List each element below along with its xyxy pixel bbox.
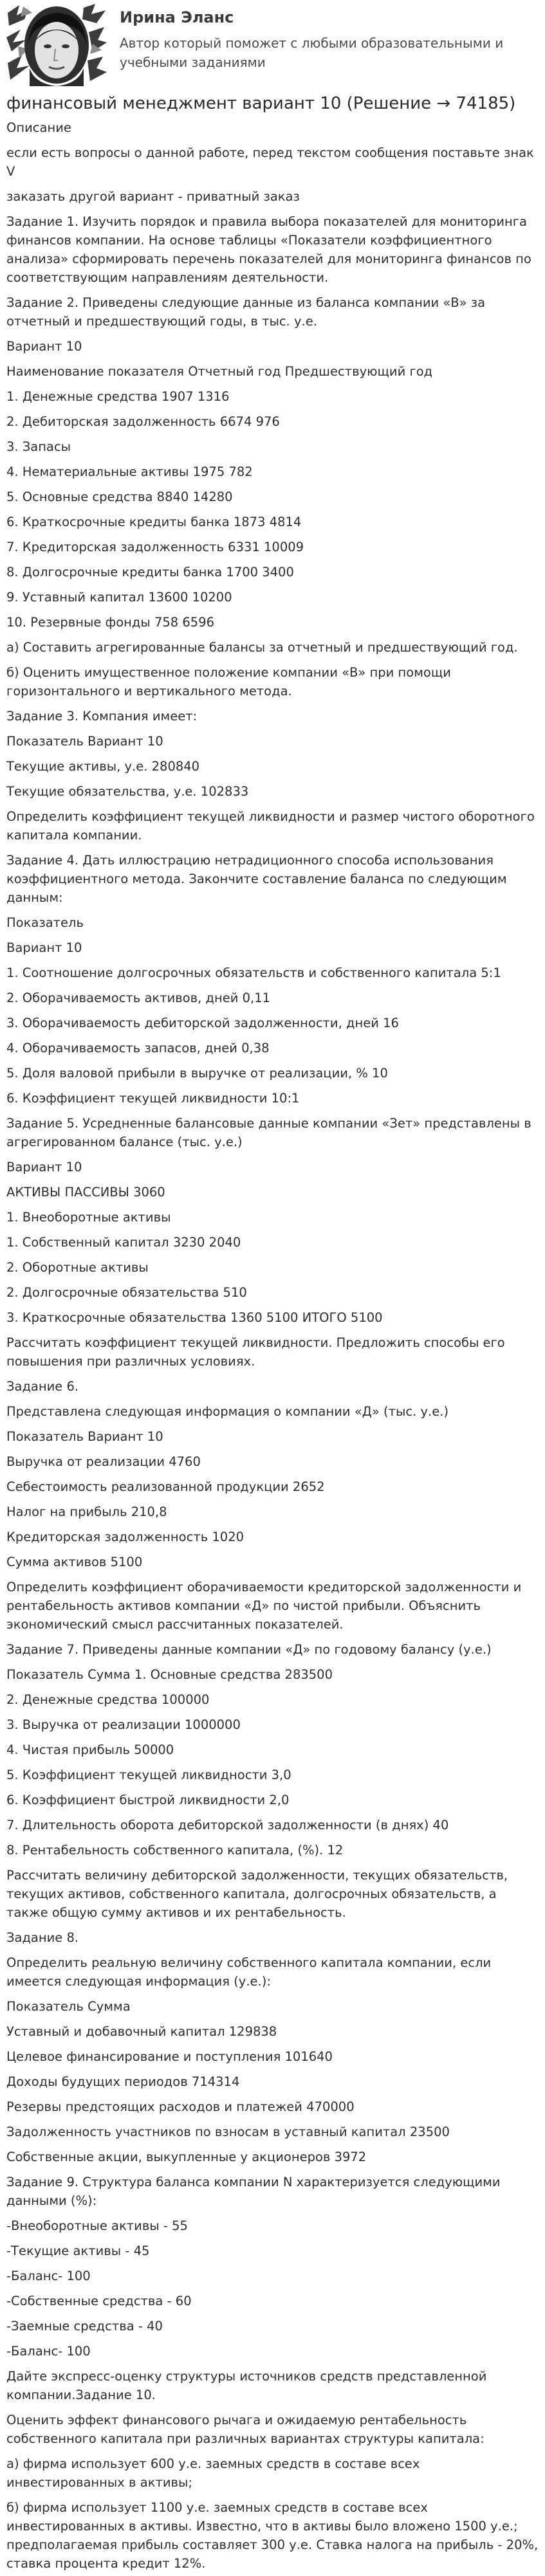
description-paragraph: Показатель Вариант 10 bbox=[6, 734, 163, 749]
description-paragraph: Определить коэффициент оборачиваемости кредиторской задолженности и рентабельность активов компании «Д» по чистой прибыли. Объяснить экономический смысл рассчитанных показателей. bbox=[6, 1580, 522, 1632]
description-paragraph: 10. Резервные фонды 758 6596 bbox=[6, 615, 215, 630]
description-paragraph: 6. Коэффициент текущей ликвидности 10:1 bbox=[6, 1091, 300, 1106]
description-paragraph: Сумма активов 5100 bbox=[6, 1555, 143, 1569]
description-paragraph: Показатель Сумма bbox=[6, 1999, 131, 2014]
description-paragraph: Задание 2. Приведены следующие данные из баланса компании «В» за отчетный и предшествующий годы, в тыс. у.е. bbox=[6, 295, 486, 329]
description-heading: Описание bbox=[6, 120, 71, 135]
description-paragraph: Представлена следующая информация о компании «Д» (тыс. у.е.) bbox=[6, 1404, 449, 1419]
description-paragraph: если есть вопросы о данной работе, перед текстом сообщения поставьте знак V bbox=[6, 145, 534, 179]
description-paragraph: Вариант 10 bbox=[6, 339, 82, 354]
description-paragraph: Текущие активы, у.е. 280840 bbox=[6, 759, 200, 774]
description-paragraph: Задание 6. bbox=[6, 1379, 79, 1394]
description-paragraph: 4. Оборачиваемость запасов, дней 0,38 bbox=[6, 1041, 270, 1055]
author-block bbox=[6, 0, 539, 87]
description-paragraph: 6. Коэффициент быстрой ликвидности 2,0 bbox=[6, 1793, 290, 1807]
description-paragraph: Дайте экспресс-оценку структуры источников средств представленной компании.Задание 10. bbox=[6, 2369, 487, 2402]
description-paragraph: -Текущие активы - 45 bbox=[6, 2243, 150, 2258]
description-paragraph: 2. Оборачиваемость активов, дней 0,11 bbox=[6, 991, 271, 1005]
description-paragraph: Задание 3. Компания имеет: bbox=[6, 709, 198, 724]
description-paragraph: 3. Оборачиваемость дебиторской задолженности, дней 16 bbox=[6, 1016, 399, 1030]
description-paragraph: 3. Краткосрочные обязательства 1360 5100 ИТОГО 5100 bbox=[6, 1310, 383, 1325]
description-paragraph: заказать другой вариант - приватный заказ bbox=[6, 189, 300, 204]
description-paragraph: -Внеоборотные активы - 55 bbox=[6, 2218, 188, 2233]
description-paragraph: -Баланс- 100 bbox=[6, 2344, 91, 2359]
description-paragraph: Задание 7. Приведены данные компании «Д» по годовому балансу (у.е.) bbox=[6, 1642, 492, 1657]
description-paragraph: Рассчитать величину дебиторской задолженности, текущих обязательств, текущих активов, собственного капитала, долгосрочных обязательств, а также общую сумму активов и их рентабельность. bbox=[6, 1868, 508, 1920]
avatar-portrait-icon bbox=[6, 4, 107, 86]
description-paragraph: Задание 5. Усредненные балансовые данные компании «Зет» представлены в агрегированном балансе (тыс. у.е.) bbox=[6, 1116, 531, 1149]
description-paragraph: Наименование показателя Отчетный год Предшествующий год bbox=[6, 364, 433, 379]
description-paragraph: Уставный и добавочный капитал 129838 bbox=[6, 2024, 277, 2039]
description-paragraph: 4. Нематериальные активы 1975 782 bbox=[6, 464, 253, 479]
description-paragraph: 7. Длительность оборота дебиторской задолженности (в днях) 40 bbox=[6, 1818, 449, 1832]
description-paragraph: а) фирма использует 600 у.е. заемных средств в составе всех инвестированных в активы; bbox=[6, 2456, 420, 2490]
description-paragraph: 7. Кредиторская задолженность 6331 10009 bbox=[6, 540, 304, 554]
author-name[interactable]: Ирина Эланс bbox=[120, 8, 234, 26]
description-paragraph: 1. Собственный капитал 3230 2040 bbox=[6, 1235, 241, 1250]
author-info bbox=[120, 4, 519, 72]
description-paragraph: Текущие обязательства, у.е. 102833 bbox=[6, 784, 249, 799]
description-paragraph: Определить коэффициент текущей ликвидности и размер чистого оборотного капитала компании. bbox=[6, 809, 535, 843]
description-paragraph: 5. Доля валовой прибыли в выручке от реализации, % 10 bbox=[6, 1066, 388, 1081]
description-paragraph: АКТИВЫ ПАССИВЫ 3060 bbox=[6, 1185, 165, 1200]
description-paragraph: 1. Денежные средства 1907 1316 bbox=[6, 389, 230, 404]
description-paragraph: Доходы будущих периодов 714314 bbox=[6, 2074, 240, 2089]
description-paragraph: б) Оценить имущественное положение компании «В» при помощи горизонтального и вертикального метода. bbox=[6, 665, 451, 699]
description-paragraph: 2. Денежные средства 100000 bbox=[6, 1692, 210, 1707]
description-paragraph: 8. Рентабельность собственного капитала, (%). 12 bbox=[6, 1843, 344, 1858]
description-paragraph: Показатель Сумма 1. Основные средства 283500 bbox=[6, 1667, 333, 1682]
description-paragraph: 4. Чистая прибыль 50000 bbox=[6, 1742, 174, 1757]
description-paragraph: Кредиторская задолженность 1020 bbox=[6, 1530, 245, 1544]
description-paragraph: Оценить эффект финансового рычага и ожидаемую рентабельность собственного капитала при различных вариантах структуры капитала: bbox=[6, 2413, 485, 2446]
description-paragraph: Собственные акции, выкупленные у акционеров 3972 bbox=[6, 2150, 367, 2164]
description-paragraph: б) фирма использует 1100 у.е. заемных средств в составе всех инвестированных в активы. Известно, что в активы было вложено 1500 у.е.; предполагаемая прибыль составляет 300 у.е. Ставка налога на прибыль - 20%, ставка процента кредит 12%. bbox=[6, 2500, 539, 2571]
description-paragraph: 8. Долгосрочные кредиты банка 1700 3400 bbox=[6, 565, 294, 580]
description-paragraph: Рассчитать коэффициент текущей ликвидности. Предложить способы его повышения при различных условиях. bbox=[6, 1335, 505, 1369]
work-title: финансовый менеджмент вариант 10 (Решение → 74185) bbox=[6, 94, 516, 113]
description-paragraph: Налог на прибыль 210,8 bbox=[6, 1504, 167, 1519]
description-paragraph: 6. Краткосрочные кредиты банка 1873 4814 bbox=[6, 515, 302, 529]
description-paragraph: Вариант 10 bbox=[6, 1160, 82, 1174]
description-paragraph: 3. Выручка от реализации 1000000 bbox=[6, 1717, 241, 1732]
work-description bbox=[6, 118, 539, 2576]
description-paragraph: -Собственные средства - 60 bbox=[6, 2294, 192, 2308]
description-paragraph: Задолженность участников по взносам в уставный капитал 23500 bbox=[6, 2124, 450, 2139]
description-paragraph: Показатель bbox=[6, 915, 84, 930]
description-paragraph: -Заемные средства - 40 bbox=[6, 2319, 163, 2334]
description-paragraph: Показатель Вариант 10 bbox=[6, 1429, 163, 1444]
description-paragraph: Задание 1. Изучить порядок и правила выбора показателей для мониторинга финансов компании. На основе таблицы «Показатели коэффициентного анализа» сформировать перечень показателей для мониторинга финансов по соответствующим направлениям деятельности. bbox=[6, 214, 531, 285]
description-paragraph: 2. Долгосрочные обязательства 510 bbox=[6, 1285, 247, 1300]
description-paragraph: а) Составить агрегированные балансы за отчетный и предшествующий год. bbox=[6, 640, 518, 655]
author-description: Автор который поможет с любыми образовательными и учебными заданиями bbox=[120, 35, 504, 70]
description-paragraph: -Баланс- 100 bbox=[6, 2269, 91, 2283]
description-paragraph: 2. Оборотные активы bbox=[6, 1260, 149, 1275]
description-paragraph: Задание 9. Структура баланса компании N характеризуется следующими данными (%): bbox=[6, 2175, 501, 2208]
description-paragraph: Резервы предстоящих расходов и платежей 470000 bbox=[6, 2099, 355, 2114]
description-paragraph: 1. Соотношение долгосрочных обязательств и собственного капитала 5:1 bbox=[6, 965, 501, 980]
description-paragraph: 5. Основные средства 8840 14280 bbox=[6, 489, 233, 504]
author-avatar[interactable] bbox=[6, 4, 107, 86]
description-paragraph: 1. Внеоборотные активы bbox=[6, 1210, 171, 1225]
description-paragraph: Задание 4. Дать иллюстрацию нетрадиционного способа использования коэффициентного метода. Закончите составление баланса по следующим данным: bbox=[6, 853, 507, 905]
description-paragraph: 2. Дебиторская задолженность 6674 976 bbox=[6, 414, 280, 429]
description-paragraph: Задание 8. bbox=[6, 1930, 79, 1945]
description-paragraph: Выручка от реализации 4760 bbox=[6, 1454, 201, 1469]
description-paragraph: 3. Запасы bbox=[6, 439, 71, 454]
description-paragraph: Вариант 10 bbox=[6, 940, 82, 955]
description-paragraph: 5. Коэффициент текущей ликвидности 3,0 bbox=[6, 1768, 291, 1782]
description-paragraph: Целевое финансирование и поступления 101640 bbox=[6, 2049, 333, 2064]
description-paragraph: Определить реальную величину собственного капитала компании, если имеется следующая информация (у.е.): bbox=[6, 1955, 492, 1989]
description-paragraph: Себестоимость реализованной продукции 2652 bbox=[6, 1479, 325, 1494]
description-paragraph: 9. Уставный капитал 13600 10200 bbox=[6, 590, 232, 605]
